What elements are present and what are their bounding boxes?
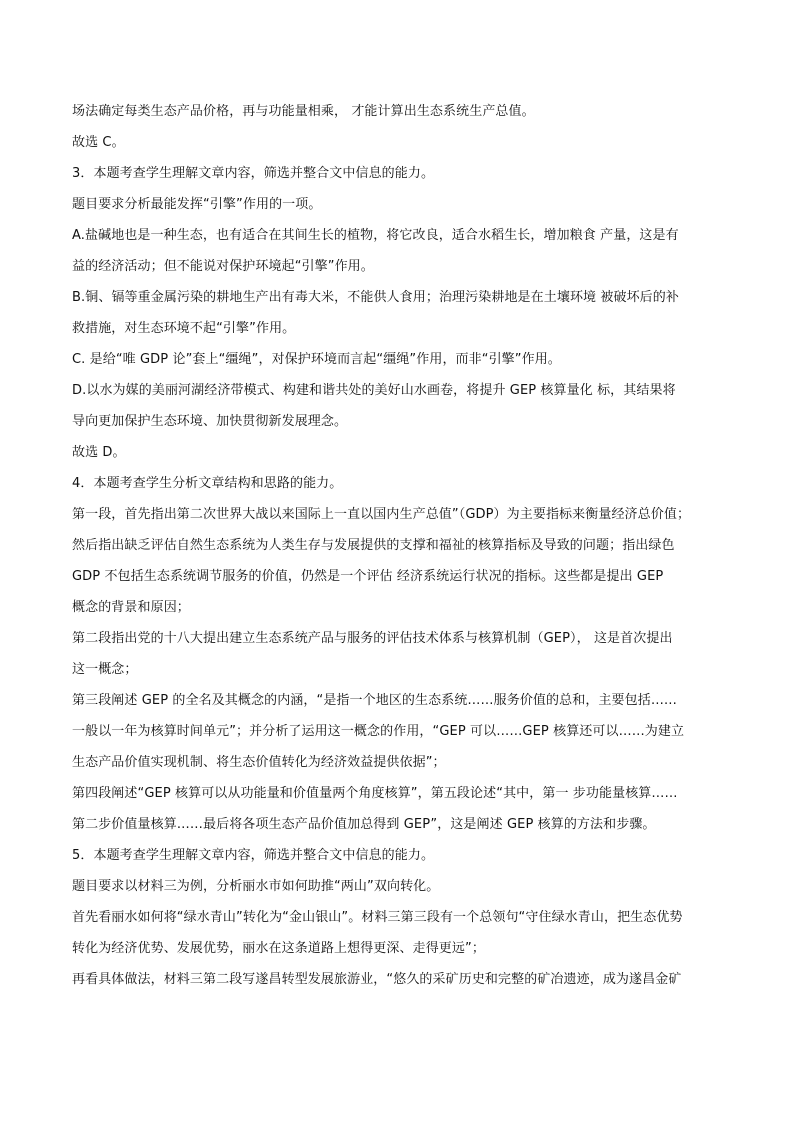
text-line: 再看具体做法，材料三第二段写遂昌转型发展旅游业，“悠久的采矿历史和完整的矿冶遗迹，成为遂昌金矿 [72,972,682,987]
text-line: 第二段指出党的十八大提出建立生态系统产品与服务的评估技术体系与核算机制（GEP）， 这是首次提出 [72,631,673,646]
text-line: A.盐碱地也是一种生态，也有适合在其间生长的植物，将它改良，适合水稻生长，增加粮食 产量，这是有 [72,228,679,243]
text-line: 首先看丽水如何将“绿水青山”转化为“金山银山”。材料三第三段有一个总领句“守住绿水青山，把生态优势 [72,910,683,925]
text-line: 第一段，首先指出第二次世界大战以来国际上一直以国内生产总值”（GDP）为主要指标来衡量经济总价值； [72,507,691,522]
text-line: 故选 D。 [72,445,126,460]
text-line: 益的经济活动；但不能说对保护环境起“引擎”作用。 [72,259,374,274]
document-page [72,96,722,995]
text-line: GDP 不包括生态系统调节服务的价值，仍然是一个评估 经济系统运行状况的指标。这些都是提出 GEP [72,569,664,584]
text-line: 概念的背景和原因； [72,600,190,615]
text-line: 3．本题考查学生理解文章内容，筛选并整合文中信息的能力。 [72,166,435,181]
text-line: 这一概念； [72,662,138,677]
text-line: 题目要求以材料三为例，分析丽水市如何助推“两山”双向转化。 [72,879,440,894]
text-line: 4．本题考查学生分析文章结构和思路的能力。 [72,476,343,491]
text-line: D.以水为媒的美丽河湖经济带模式、构建和谐共处的美好山水画卷，将提升 GEP 核算量化 标，其结果将 [72,383,676,398]
text-line: 一般以一年为核算时间单元”；并分析了运用这一概念的作用，“GEP 可以……GEP 核算还可以……为建立 [72,724,685,739]
text-line: 故选 C。 [72,135,125,150]
text-line: B.铜、镉等重金属污染的耕地生产出有毒大米，不能供人食用；治理污染耕地是在土壤环境 被破坏后的补 [72,290,679,305]
text-line: 生态产品价值实现机制、将生态价值转化为经济效益提供依据”； [72,755,446,770]
text-line: 导向更加保护生态环境、加快贯彻新发展理念。 [72,414,348,429]
text-line: 第四段阐述“GEP 核算可以从功能量和价值量两个角度核算”，第五段论述“其中，第一 步功能量核算…… [72,786,678,801]
text-line: 题目要求分析最能发挥“引擎”作用的一项。 [72,197,322,212]
text-line: 场法确定每类生态产品价格，再与功能量相乘， 才能计算出生态系统生产总值。 [72,104,535,119]
text-line: 然后指出缺乏评估自然生态系统为人类生存与发展提供的支撑和福祉的核算指标及导致的问题；指出绿色 [72,538,675,553]
text-line: 救措施，对生态环境不起“引擎”作用。 [72,321,296,336]
text-line: 第三段阐述 GEP 的全名及其概念的内涵，“是指一个地区的生态系统……服务价值的总和，主要包括…… [72,693,678,708]
text-line: 转化为经济优势、发展优势，丽水在这条道路上想得更深、走得更远”； [72,941,485,956]
text-line: 5．本题考查学生理解文章内容，筛选并整合文中信息的能力。 [72,848,435,863]
text-line: 第二步价值量核算……最后将各项生态产品价值加总得到 GEP”，这是阐述 GEP 核算的方法和步骤。 [72,817,656,832]
text-line: C. 是给“唯 GDP 论”套上“缰绳”，对保护环境而言起“缰绳”作用，而非“引擎”作用。 [72,352,561,367]
